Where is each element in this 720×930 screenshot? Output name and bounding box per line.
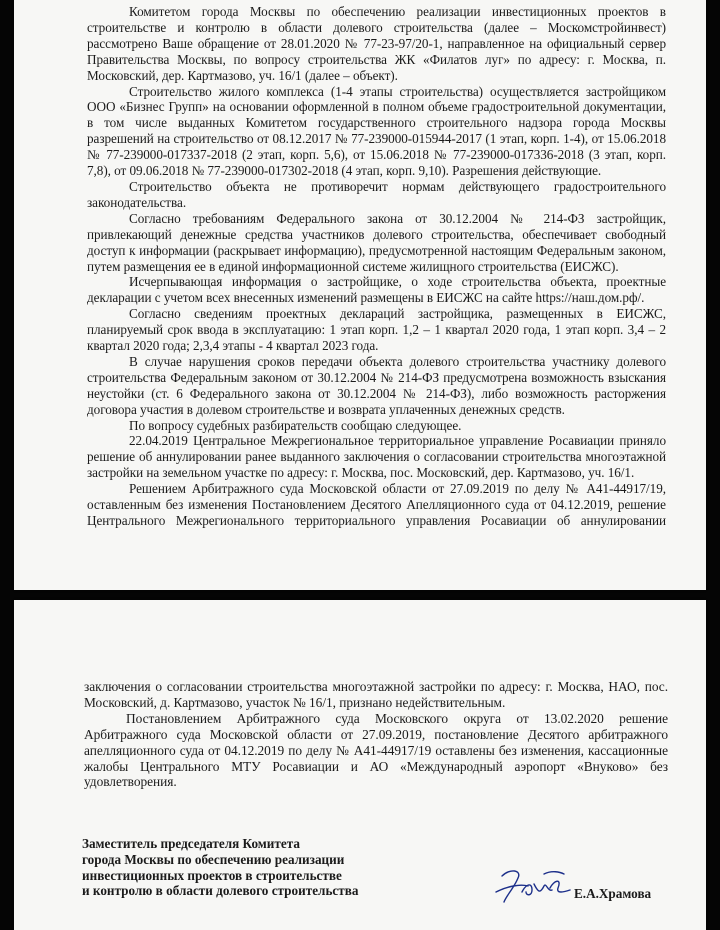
signer-name: Е.А.Храмова bbox=[574, 886, 652, 901]
letter-body-page-2 bbox=[84, 679, 668, 790]
signatory-title-line: инвестиционных проектов в строительстве bbox=[82, 867, 342, 883]
document-page-2 bbox=[14, 600, 706, 930]
paragraph-disclosure-requirements: Согласно требованиям Федерального закона от 30.12.2004 № 214-ФЗ застройщик, привлекающий денежные средства участников долевого строительства, обеспечивает свободный доступ к информации (раскрывает информацию), предусмотренной настоящим Федеральным законом, путем размещения ее в единой информационной системе жилищного строительства (ЕИСЖС). bbox=[87, 210, 666, 274]
signatory-title-line: города Москвы по обеспечению реализации bbox=[82, 851, 345, 867]
signatory-title-line: Заместитель председателя Комитета bbox=[82, 836, 300, 851]
paragraph-compliance: Строительство объекта не противоречит нормам действующего градостроительного законодательства. bbox=[87, 178, 666, 210]
paragraph-commissioning-dates: Согласно сведениям проектных деклараций застройщика, размещенных в ЕИСЖС, планируемый срок ввода в эксплуатацию: 1 этап корп. 1,2 – 1 квартал 2020 года, 1 этап корп. 3,4 – 2 квартал 2020 года; 2,3,4 этапы - 4 квартал 2023 года. bbox=[87, 306, 666, 354]
document-page-1 bbox=[14, 0, 706, 590]
paragraph-cassation-ruling: Постановлением Арбитражного суда Московского округа от 13.02.2020 решение Арбитражного суда Московской области от 27.09.2019, постановление Десятого арбитражного апелляционного суда от 04.12.2019 по делу № А41-44917/19 оставлены без изменения, кассационные жалобы Центрального МТУ Росавиации и АО «Международный аэропорт «Внуково» без удовлетворения. bbox=[84, 710, 668, 790]
signatory-title bbox=[82, 836, 412, 899]
letter-body-page-1 bbox=[87, 4, 666, 529]
paragraph-eisjs-info: Исчерпывающая информация о застройщике, о ходе строительства объекта, проектные декларации с учетом всех внесенных изменений размещены в ЕИСЖС на сайте https://наш.дом.рф/. bbox=[87, 274, 666, 306]
paragraph-arbitration-ruling: Решением Арбитражного суда Московской области от 27.09.2019 по делу № А41-44917/19, оставленным без изменения Постановлением Десятого Апелляционного суда от 04.12.2019, решение Центрального Межрегионального территориального управления Росавиации об аннулировании bbox=[87, 481, 666, 528]
paragraph-court-intro: По вопросу судебных разбирательств сообщаю следующее. bbox=[129, 417, 462, 433]
signatory-title-line: и контролю в области долевого строительства bbox=[82, 883, 359, 899]
paragraph-continuation: заключения о согласовании строительства многоэтажной застройки по адресу: г. Москва, НАО, пос. Московский, д. Картмазово, участок № 16/1, признано недействительным. bbox=[84, 679, 668, 710]
paragraph-deadline-violation: В случае нарушения сроков передачи объекта долевого строительства участнику долевого строительства Федеральным законом от 30.12.2004 № 214-ФЗ предусмотрена возможность взыскания неустойки (ст. 6 Федерального закона от 30.12.2004 № 214-ФЗ), либо возможность расторжения договора участия в долевом строительстве и возврата уплаченных денежных средств. bbox=[87, 353, 666, 417]
paragraph-rosaviatsia-decision: 22.04.2019 Центральное Межрегиональное территориальное управление Росавиации приняло решение об аннулировании ранее выданного заключения о согласовании строительства многоэтажной застройки на земельном участке по адресу: г. Москва, пос. Московский, дер. Картмазово, уч. 16/1. bbox=[87, 433, 666, 481]
paragraph-construction-permits: Строительство жилого комплекса (1-4 этапы строительства) осуществляется застройщиком ООО «Бизнес Групп» на основании оформленной в полном объеме градостроительной документации, в том числе выданных Комитетом государственного строительного надзора города Москвы разрешений на строительство от 08.12.2017 № 77-239000-015944-2017 (1 этап, корп. 1-4), от 15.06.2018 № 77-239000-017337-2018 (2 этап, корп. 5,6), от 15.06.2018 № 77-239000-017336-2018 (3 этап, корп. 7,8), от 09.06.2018 № 77-239000-017302-2018 (4 этап, корп. 9,10). Разрешения действующие. bbox=[87, 83, 666, 179]
paragraph-appeal-review: Комитетом города Москвы по обеспечению реализации инвестиционных проектов в строительстве и контролю в области долевого строительства (далее – Москомстройинвест) рассмотрено Ваше обращение от 28.01.2020 № 77-23-97/20-1, направленное на официальный сервер Правительства Москвы, по вопросу строительства ЖК «Филатов луг» по адресу: г. Москва, п. Московский, дер. Картмазово, уч. 16/1 (далее – объект). bbox=[87, 4, 666, 83]
